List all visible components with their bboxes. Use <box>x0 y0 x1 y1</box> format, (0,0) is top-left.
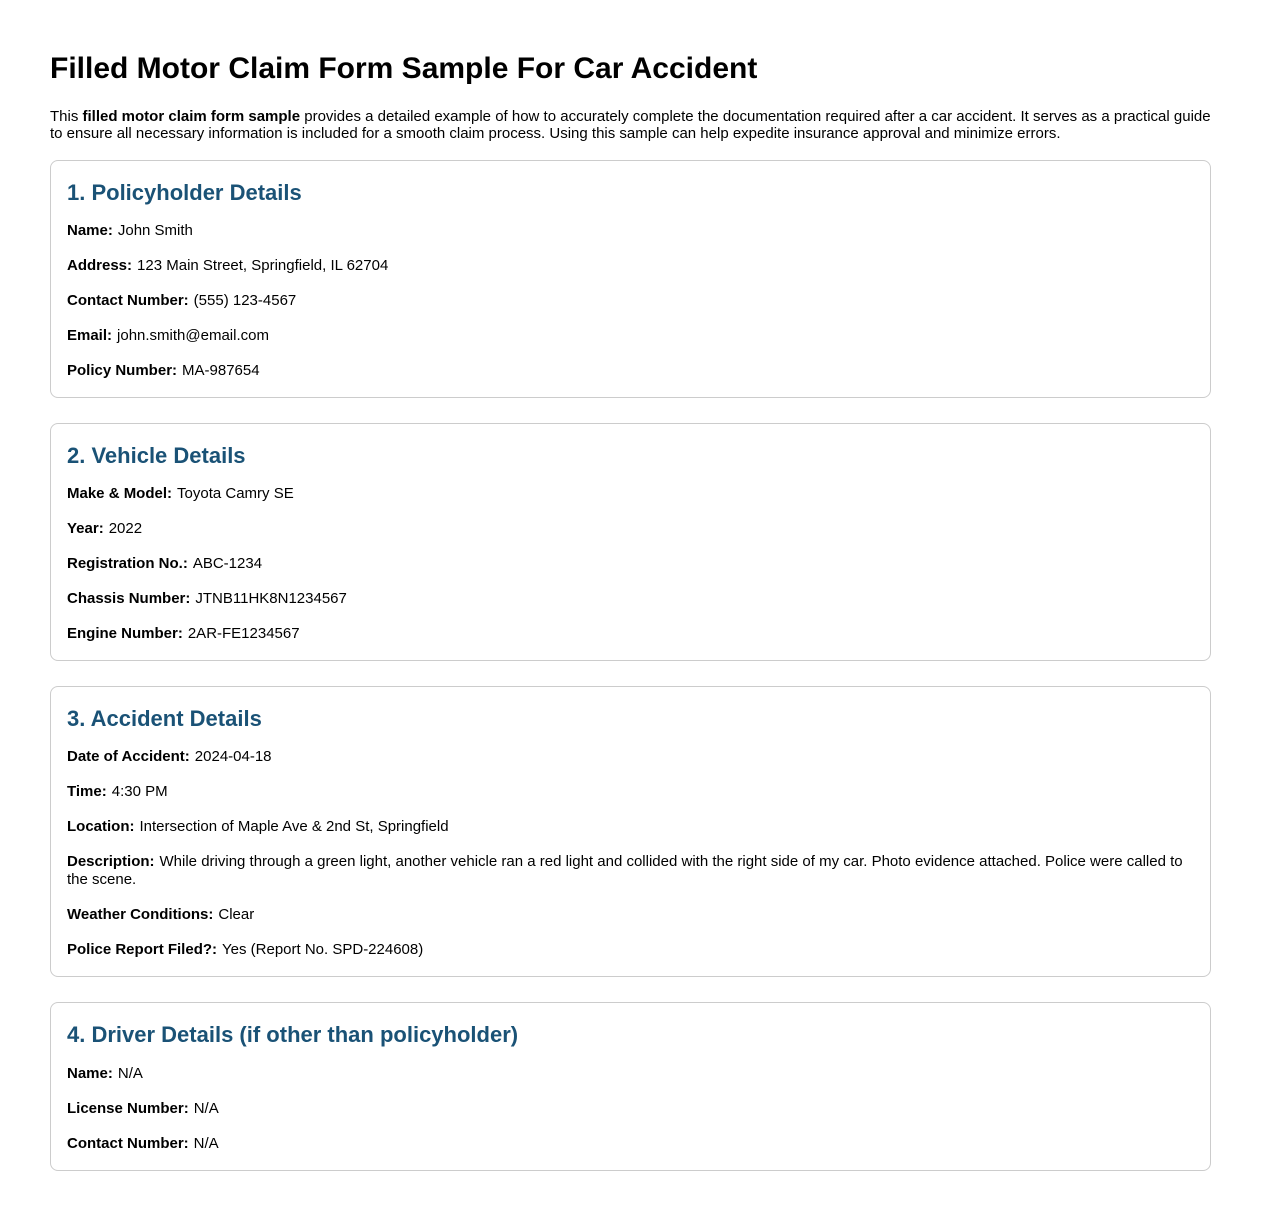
field-row-engine-number <box>67 625 1194 643</box>
field-value: 123 Main Street, Springfield, IL 62704 <box>137 256 389 274</box>
field-label: Year: <box>67 520 104 538</box>
field-value: 2022 <box>108 520 143 538</box>
section-title: 3. Accident Details <box>67 706 262 732</box>
field-row-registration-no <box>67 555 1194 573</box>
field-value: Yes (Report No. SPD-224608) <box>222 941 424 959</box>
field-value: N/A <box>193 1099 219 1117</box>
section-accident-details <box>50 686 1211 977</box>
field-label: Police Report Filed?: <box>67 941 218 959</box>
field-value: 2AR-FE1234567 <box>187 625 300 643</box>
field-value: Toyota Camry SE <box>177 485 294 503</box>
field-value: 2024-04-18 <box>194 748 272 766</box>
section-policyholder-details <box>50 160 1211 398</box>
field-value: While driving through a green light, another vehicle ran a red light and collided with the right side of my car. Photo evidence attached. Police were called to the scene. <box>67 853 1183 889</box>
field-label: Chassis Number: <box>67 590 191 608</box>
page-title: Filled Motor Claim Form Sample For Car Accident <box>50 52 758 85</box>
field-row-driver-name <box>67 1065 1194 1083</box>
field-row-license-number <box>67 1100 1194 1118</box>
field-row-address <box>67 257 1194 275</box>
field-value: ABC-1234 <box>192 555 263 573</box>
field-row-time <box>67 783 1194 801</box>
field-label: Description: <box>67 853 155 871</box>
intro-paragraph <box>50 108 1211 142</box>
field-row-make-model <box>67 485 1194 503</box>
intro-text-bold: filled motor claim form sample <box>82 107 301 125</box>
field-label: Email: <box>67 326 113 344</box>
field-label: Policy Number: <box>67 361 178 379</box>
field-value: N/A <box>117 1064 143 1082</box>
field-row-description <box>67 853 1194 889</box>
field-row-location <box>67 818 1194 836</box>
field-row-chassis-number <box>67 590 1194 608</box>
field-label: Make & Model: <box>67 485 173 503</box>
field-row-policy-number <box>67 362 1194 380</box>
field-label: Registration No.: <box>67 555 188 573</box>
field-value: Intersection of Maple Ave & 2nd St, Springfield <box>139 818 449 836</box>
field-row-weather-conditions <box>67 906 1194 924</box>
field-label: Address: <box>67 256 133 274</box>
field-label: Time: <box>67 783 107 801</box>
field-value: john.smith@email.com <box>117 326 269 344</box>
field-value: John Smith <box>117 221 193 239</box>
field-label: Contact Number: <box>67 291 189 309</box>
field-row-year <box>67 520 1194 538</box>
field-label: Name: <box>67 1064 113 1082</box>
field-value: N/A <box>193 1134 219 1152</box>
field-row-date-of-accident <box>67 748 1194 766</box>
intro-text-post: provides a detailed example of how to accurately complete the documentation required after a car accident. It serves as a practical guide to ensure all necessary information is included for a smooth claim process. Using this sample can help expedite insurance approval and minimize errors. <box>50 107 1211 142</box>
field-row-name <box>67 222 1194 240</box>
field-label: Date of Accident: <box>67 748 190 766</box>
field-row-email <box>67 327 1194 345</box>
field-label: Name: <box>67 221 113 239</box>
section-driver-details <box>50 1002 1211 1170</box>
field-label: Contact Number: <box>67 1134 189 1152</box>
field-value: 4:30 PM <box>111 783 168 801</box>
intro-text-pre: This <box>50 107 83 125</box>
field-label: Engine Number: <box>67 625 183 643</box>
field-value: (555) 123-4567 <box>193 291 297 309</box>
field-label: License Number: <box>67 1099 189 1117</box>
section-title: 2. Vehicle Details <box>67 442 246 468</box>
field-value: MA-987654 <box>182 361 260 379</box>
field-label: Location: <box>67 818 135 836</box>
section-vehicle-details <box>50 423 1211 661</box>
field-row-police-report-filed <box>67 941 1194 959</box>
section-title: 1. Policyholder Details <box>67 179 302 205</box>
field-value: Clear <box>218 906 255 924</box>
field-row-contact-number <box>67 292 1194 310</box>
section-title: 4. Driver Details (if other than policyholder) <box>67 1022 519 1048</box>
field-value: JTNB11HK8N1234567 <box>195 590 347 608</box>
field-row-driver-contact-number <box>67 1135 1194 1153</box>
field-label: Weather Conditions: <box>67 906 214 924</box>
